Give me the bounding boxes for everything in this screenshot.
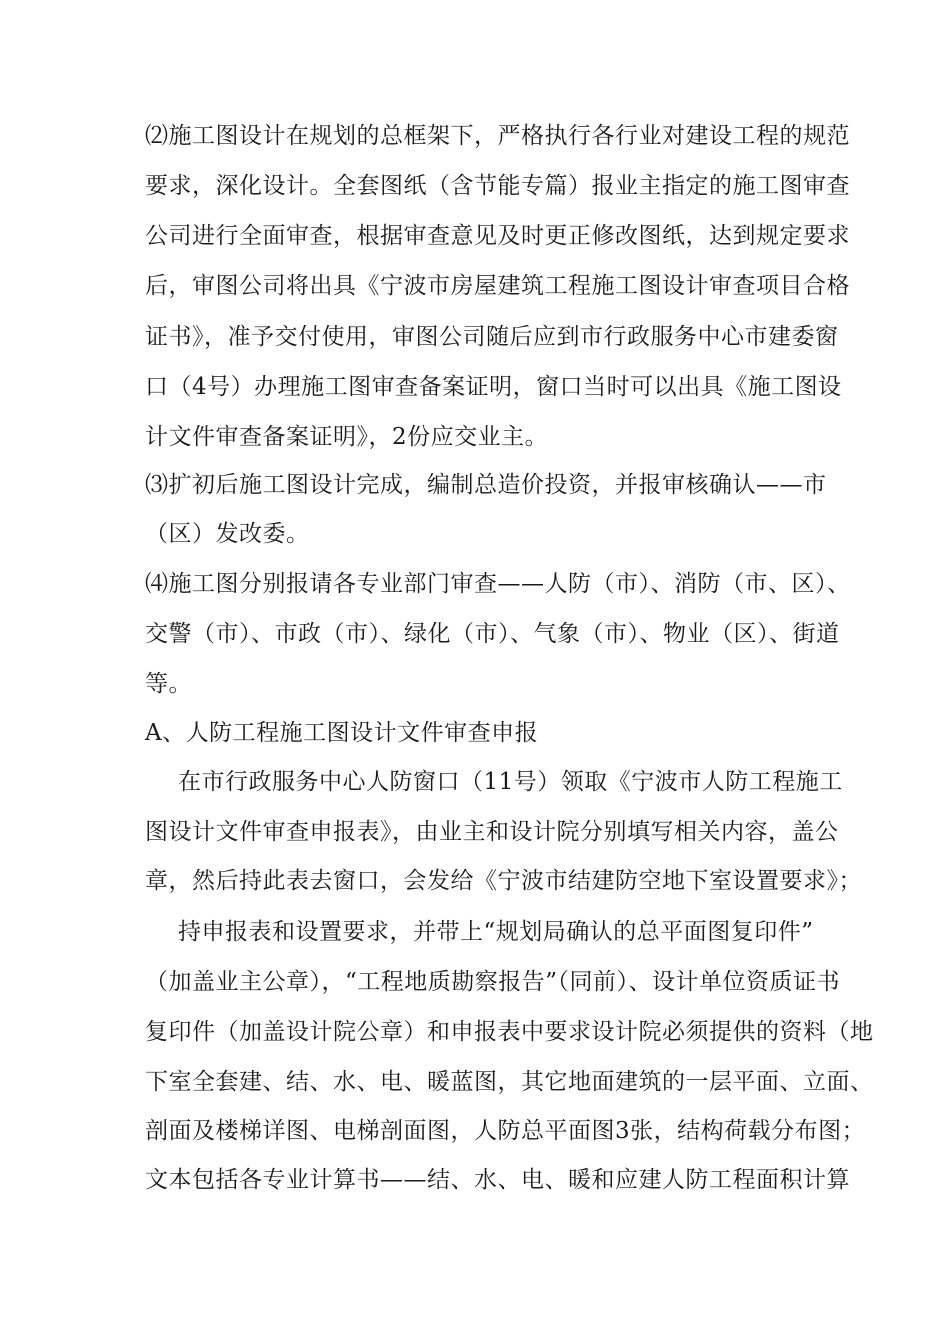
text-line: 文本包括各专业计算书——结、水、电、暖和应建人防工程面积计算	[145, 1167, 850, 1193]
text-line: 章，然后持此表去窗口，会发给《宁波市结建防空地下室设置要求》；	[145, 868, 862, 894]
text-line: ⑵施工图设计在规划的总框架下，严格执行各行业对建设工程的规范	[145, 123, 850, 149]
text-line: 公司进行全面审查，根据审查意见及时更正修改图纸，达到规定要求	[145, 223, 850, 249]
text-line: 图设计文件审查申报表》，由业主和设计院分别填写相关内容，盖公	[145, 819, 839, 845]
text-line: 证书》，准予交付使用，审图公司随后应到市行政服务中心市建委窗	[145, 324, 839, 350]
text-line: 要求，深化设计。全套图纸（含节能专篇）报业主指定的施工图审查	[145, 173, 850, 199]
text-line: 计文件审查备案证明》，2份应交业主。	[145, 424, 549, 450]
text-line: 等。	[145, 671, 192, 697]
text-line: 持申报表和设置要求，并带上“规划局确认的总平面图复印件”	[178, 919, 814, 945]
text-line: 下室全套建、结、水、电、暖蓝图，其它地面建筑的一层平面、立面、	[145, 1069, 874, 1095]
text-line: （加盖业主公章），“工程地质勘察报告”（同前）、设计单位资质证书	[145, 969, 841, 995]
text-line: 后，审图公司将出具《宁波市房屋建筑工程施工图设计审查项目合格	[145, 273, 850, 299]
text-line: 剖面及楼梯详图、电梯剖面图，人防总平面图3张，结构荷载分布图；	[145, 1118, 866, 1144]
section-heading: A、人防工程施工图设计文件审查申报	[145, 720, 539, 746]
text-line: 口（4号）办理施工图审查备案证明，窗口当时可以出具《施工图设	[145, 374, 842, 400]
text-line: 在市行政服务中心人防窗口（11号）领取《宁波市人防工程施工	[178, 769, 843, 795]
text-line: 交警（市）、市政（市）、绿化（市）、气象（市）、物业（区）、街道	[145, 621, 840, 647]
text-line: 复印件（加盖设计院公章）和申报表中要求设计院必须提供的资料（地	[145, 1019, 874, 1045]
text-line: ⑶扩初后施工图设计完成，编制总造价投资，并报审核确认——市	[145, 472, 827, 498]
text-line: （区）发改委。	[145, 521, 310, 547]
text-line: ⑷施工图分别报请各专业部门审查——人防（市）、消防（市、区）、	[145, 571, 851, 597]
